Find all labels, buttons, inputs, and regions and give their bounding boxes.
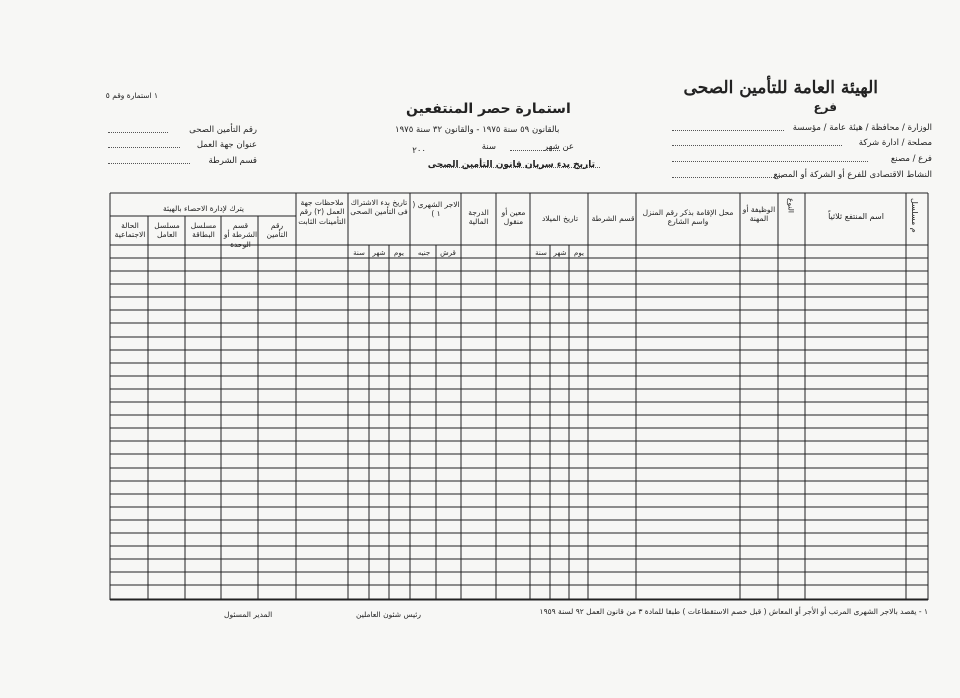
col-stat-marital: الحالة الاجتماعية (114, 221, 146, 240)
col-police: قسم الشرطة (591, 214, 635, 223)
factory-field-label: فرع / مصنع (890, 154, 932, 164)
employer-address-label: عنوان جهة العمل (196, 140, 257, 150)
col-insurance-start: تاريخ بدء الاشتراك فى التأمين الصحى (350, 198, 408, 217)
col-appointed: معين أو منقول (501, 208, 526, 227)
col-name: اسم المنتفع ثلاثياً (828, 212, 884, 221)
col-employer-notes: ملاحظات جهة العمل (٢) رقم التأمينات الثابت (298, 198, 346, 226)
col-stat-card-serial: مسلسل البطاقة (190, 221, 217, 240)
wage-piaster-sub: قرش (440, 249, 456, 257)
year-prefix: ٢٠٠ (412, 146, 426, 156)
department-field-label: مصلحة / ادارة شركة (858, 138, 932, 148)
start-day-sub: يوم (394, 249, 404, 257)
organization-name: الهيئة العامة للتأمين الصحى (683, 78, 878, 98)
signature-personnel-head: رئيس شئون العاملين (356, 610, 421, 619)
col-grade: الدرجة المالية (468, 208, 489, 227)
month-label: عن شهر (544, 142, 574, 152)
col-birth-date: تاريخ الميلاد (541, 214, 579, 223)
wage-footnote: ١ - يقصد بالاجر الشهرى المرتب أو الأجر أو المعاش ( قبل خصم الاستقطاعات ) طبقا للمادة ٣ من قانون العمل ٩٢ لسنة ١٩٥٩ (539, 607, 928, 616)
birth-year-sub: سنة (535, 249, 547, 257)
insurance-number-label: رقم التأمين الصحى (189, 125, 257, 135)
form-number: ١ استمارة وقم ٥ (105, 91, 158, 100)
start-month-sub: شهر (372, 249, 386, 257)
birth-day-sub: يوم (574, 249, 584, 257)
col-stat-insurance-no: رقم التأمين (266, 221, 288, 240)
form-title: استمارة حصر المنتفعين (406, 101, 571, 117)
ministry-field-label: الوزارة / محافظة / هيئة عامة / مؤسسة (792, 123, 932, 133)
branch-label: فرع (813, 100, 837, 114)
col-serial: م مسلسل (910, 198, 919, 233)
col-stat-police-unit: قسم الشرطة أو الوحدة (223, 221, 258, 249)
col-stats-group: يترك لإدارة الاحصاء بالهيئة (162, 204, 245, 213)
birth-month-sub: شهر (553, 249, 567, 257)
start-year-sub: سنة (353, 249, 365, 257)
year-label: سنة (481, 142, 496, 152)
law-reference: بالقانون ٥٩ سنة ١٩٧٥ - والقانون ٣٢ سنة ١٩٧٥ (395, 125, 560, 135)
signature-manager: المدير المسئول (224, 610, 273, 619)
wage-pound-sub: جنيه (417, 249, 431, 257)
col-gender: النوع (786, 198, 796, 213)
col-monthly-wage: الاجر الشهرى ( ١ ) (412, 200, 460, 219)
activity-field-label: النشاط الاقتصادى للفرع أو الشركة أو المصنع (773, 170, 932, 180)
col-residence: محل الإقامة بذكر رقم المنزل واسم الشارع (642, 208, 734, 227)
col-stat-worker-serial: مسلسل العامل (154, 221, 180, 240)
law-start-date-label: تاريخ بدء سريان قانون التأمين الصحى (427, 160, 595, 170)
col-job: الوظيفة أو المهنة (742, 205, 776, 224)
police-dept-label: قسم الشرطة (208, 156, 257, 166)
